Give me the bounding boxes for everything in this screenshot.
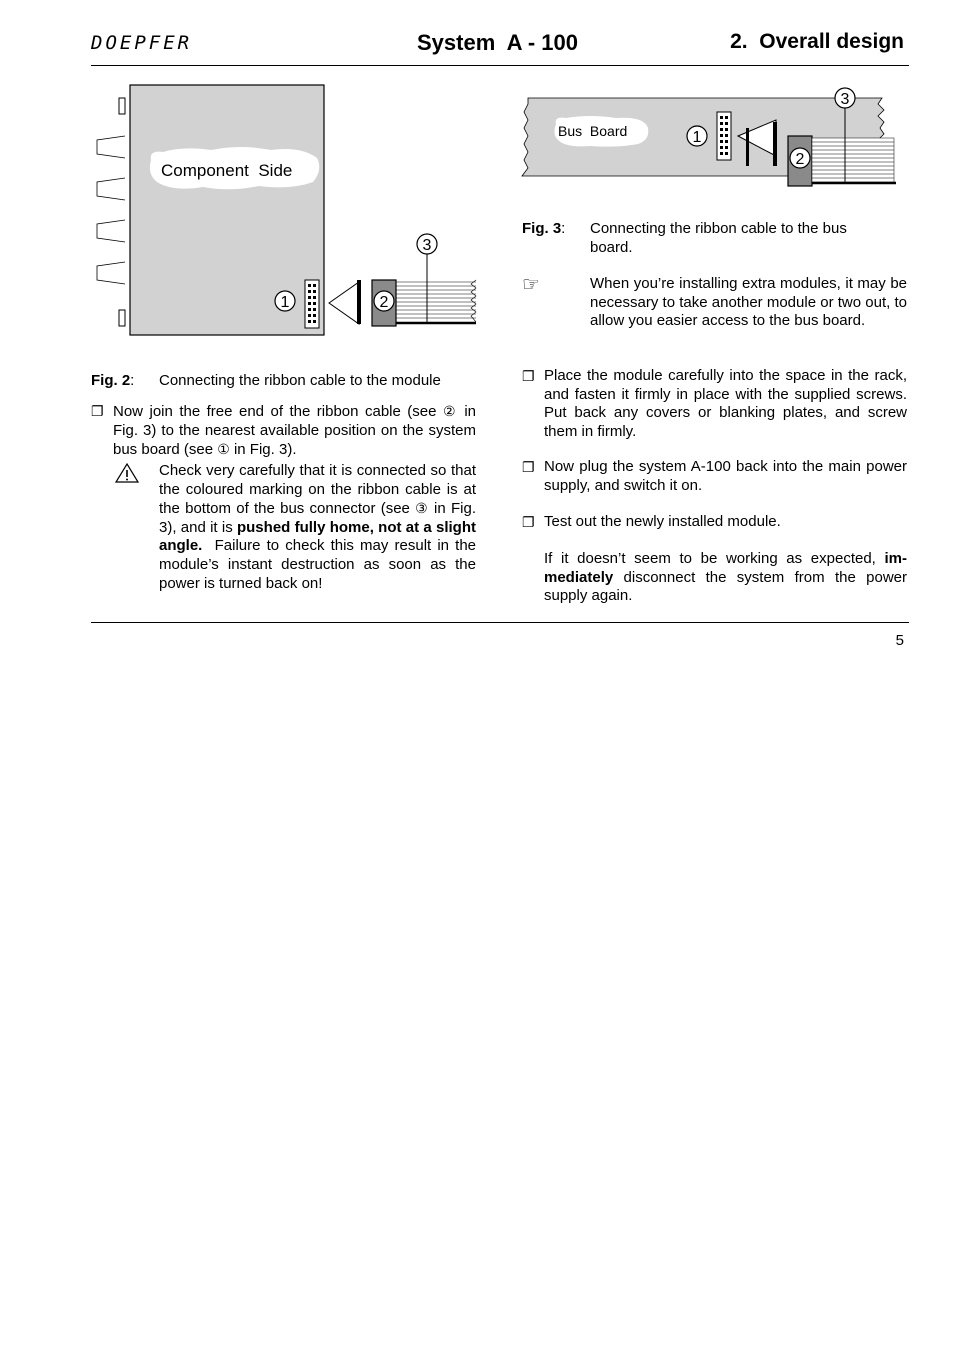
footer-rule <box>91 622 909 623</box>
document-title: System A - 100 <box>417 30 579 55</box>
figure-3-diagram <box>520 84 905 194</box>
ref-circle-3: ③ <box>415 500 429 517</box>
fig2-caption-colon: : <box>130 372 135 389</box>
header-rule <box>91 65 909 66</box>
final-part-b: disconnect the system from the power supply again. <box>544 568 907 605</box>
brand-logo: DOEPFER <box>91 32 193 54</box>
ref-circle-2: ② <box>442 403 458 419</box>
fig2-callout-3: 3 <box>422 237 432 254</box>
warning-part-b: in Fig. 3), and it is <box>159 500 476 536</box>
ref-circle-1: ① <box>217 441 230 458</box>
step-1-part-a: Now join the free end of the ribbon cable (see <box>113 403 443 420</box>
fig3-callout-3: 3 <box>840 91 850 108</box>
warning-part-a: Check very carefully that it is connected so that the coloured marking on the ribbon cable is at the bottom of the bus connector (see <box>159 462 476 518</box>
warning-bold: pushed fully home, not at a slight angle. <box>159 518 476 555</box>
note-text: When you’re installing extra modules, it may be necessary to take another module or two out, to allow you easier access to the bus board. <box>590 275 907 330</box>
step-4-text: Test out the newly installed module. <box>544 513 781 530</box>
component-side-label: Component Side <box>161 161 293 180</box>
final-part-a: If it doesn’t seem to be working as expected, <box>544 550 885 567</box>
bullet-step-4: ❐ <box>522 514 535 530</box>
fig2-caption-text: Connecting the ribbon cable to the module <box>159 372 441 389</box>
bus-board-label: Bus Board <box>558 123 628 139</box>
page-number: 5 <box>895 632 904 649</box>
step-1-part-b: in Fig. 3) to the nearest available position on the system bus board (see <box>113 403 476 459</box>
fig3-caption-text: Connecting the ribbon cable to the bus board. <box>590 220 847 256</box>
step-1-text <box>113 402 476 460</box>
fig2-callout-1: 1 <box>280 294 290 311</box>
fig3-caption-label: Fig. 3 <box>522 220 562 237</box>
final-paragraph <box>544 550 907 606</box>
fig2-caption <box>91 372 134 391</box>
warning-part-c: Failure to check this may result in the module’s instant destruction as soon as the power is turned back on! <box>159 537 481 592</box>
fig2-caption-label: Fig. 2 <box>91 372 131 389</box>
warning-text <box>159 462 481 593</box>
step-3-text: Now plug the system A-100 back into the main power supply, and switch it on. <box>544 458 907 494</box>
bullet-step-1: ❐ <box>91 403 104 419</box>
fig3-callout-2: 2 <box>795 151 805 168</box>
step-1-part-c: in Fig. 3). <box>229 441 297 459</box>
warning-icon <box>114 462 140 484</box>
fig3-callout-1: 1 <box>692 129 702 146</box>
figure-2-diagram <box>91 78 486 350</box>
bullet-step-2: ❐ <box>522 368 535 384</box>
step-2-text: Place the module carefully into the space in the rack, and fasten it firmly in place with the supplied screws. Put back any covers or blanking plates, and screw them in firmly. <box>544 367 907 440</box>
fig3-caption <box>522 220 565 239</box>
pointing-hand-icon: ☞ <box>522 272 540 296</box>
section-title: 2. Overall design <box>730 30 904 53</box>
bullet-step-3: ❐ <box>522 459 535 475</box>
fig3-caption-colon: : <box>561 220 566 237</box>
final-bold: im-mediately <box>544 550 907 586</box>
fig2-callout-2: 2 <box>379 294 389 311</box>
